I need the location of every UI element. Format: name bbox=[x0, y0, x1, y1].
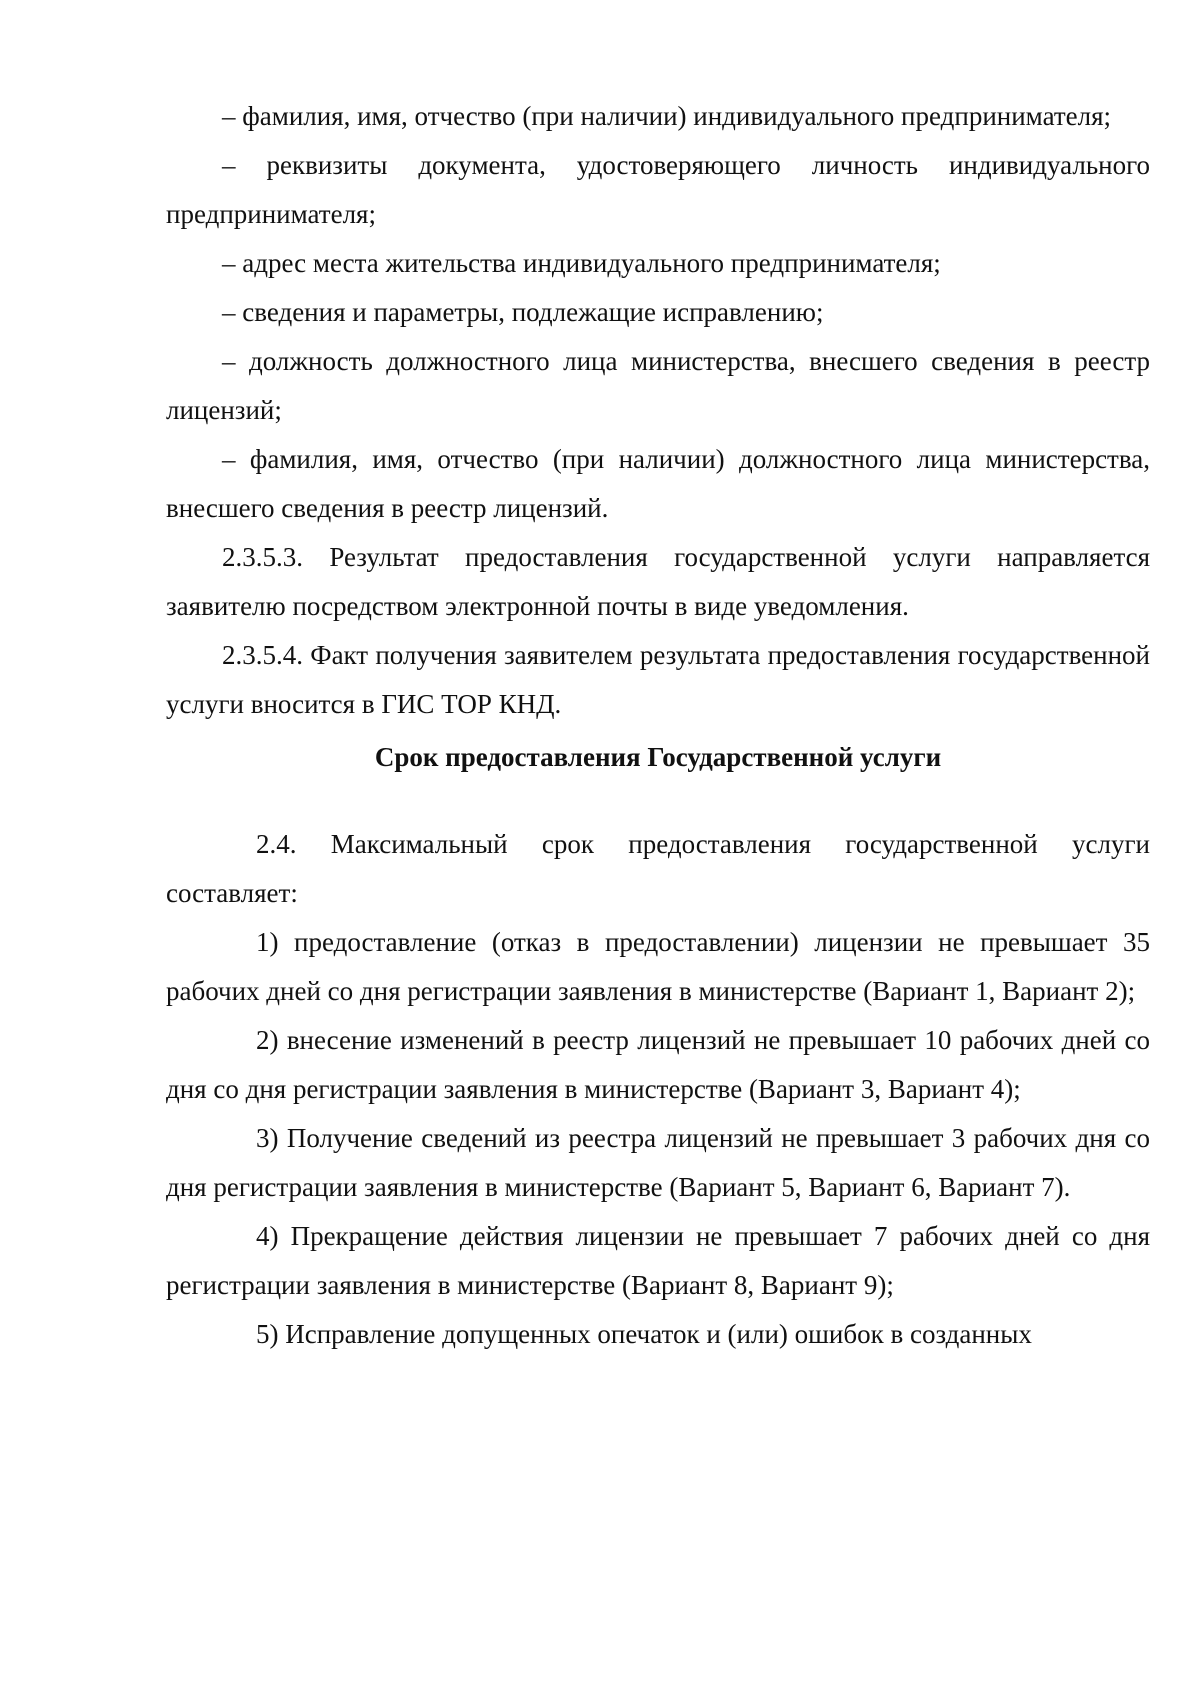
term-item-1: 1) предоставление (отказ в предоставлении) лицензии не превышает 35 рабочих дней со дня регистрации заявления в министерстве (Вариант 1, Вариант 2); bbox=[166, 927, 1150, 1006]
list-item-official-full-name: – фамилия, имя, отчество (при наличии) должностного лица министерства, внесшего сведения в реестр лицензий. bbox=[166, 444, 1150, 523]
term-item-4: 4) Прекращение действия лицензии не превышает 7 рабочих дней со дня регистрации заявления в министерстве (Вариант 8, Вариант 9); bbox=[166, 1221, 1150, 1300]
list-item-official-position: – должность должностного лица министерства, внесшего сведения в реестр лицензий; bbox=[166, 346, 1150, 425]
document-body bbox=[166, 92, 1150, 1359]
section-heading: Срок предоставления Государственной услуги bbox=[374, 742, 942, 772]
clause-2-3-5-3: 2.3.5.3. Результат предоставления государственной услуги направляется заявителю посредством электронной почты в виде уведомления. bbox=[166, 542, 1150, 621]
list-item-correction-data: – сведения и параметры, подлежащие исправлению; bbox=[222, 297, 824, 327]
term-item-3: 3) Получение сведений из реестра лицензий не превышает 3 рабочих дня со дня регистрации заявления в министерстве (Вариант 5, Вариант 6, Вариант 7). bbox=[166, 1123, 1150, 1202]
term-item-5: 5) Исправление допущенных опечаток и (или) ошибок в созданных bbox=[256, 1319, 1032, 1349]
list-item-ip-id-document: – реквизиты документа, удостоверяющего личность индивидуального предпринимателя; bbox=[166, 150, 1150, 229]
list-item-ip-address: – адрес места жительства индивидуального предпринимателя; bbox=[222, 248, 941, 278]
clause-2-4: 2.4. Максимальный срок предоставления государственной услуги составляет: bbox=[166, 829, 1150, 908]
term-item-2: 2) внесение изменений в реестр лицензий не превышает 10 рабочих дней со дня со дня регистрации заявления в министерстве (Вариант 3, Вариант 4); bbox=[166, 1025, 1150, 1104]
clause-2-3-5-4: 2.3.5.4. Факт получения заявителем результата предоставления государственной услуги вносится в ГИС ТОР КНД. bbox=[166, 640, 1150, 719]
list-item-ip-full-name: – фамилия, имя, отчество (при наличии) индивидуального предпринимателя; bbox=[222, 101, 1112, 131]
